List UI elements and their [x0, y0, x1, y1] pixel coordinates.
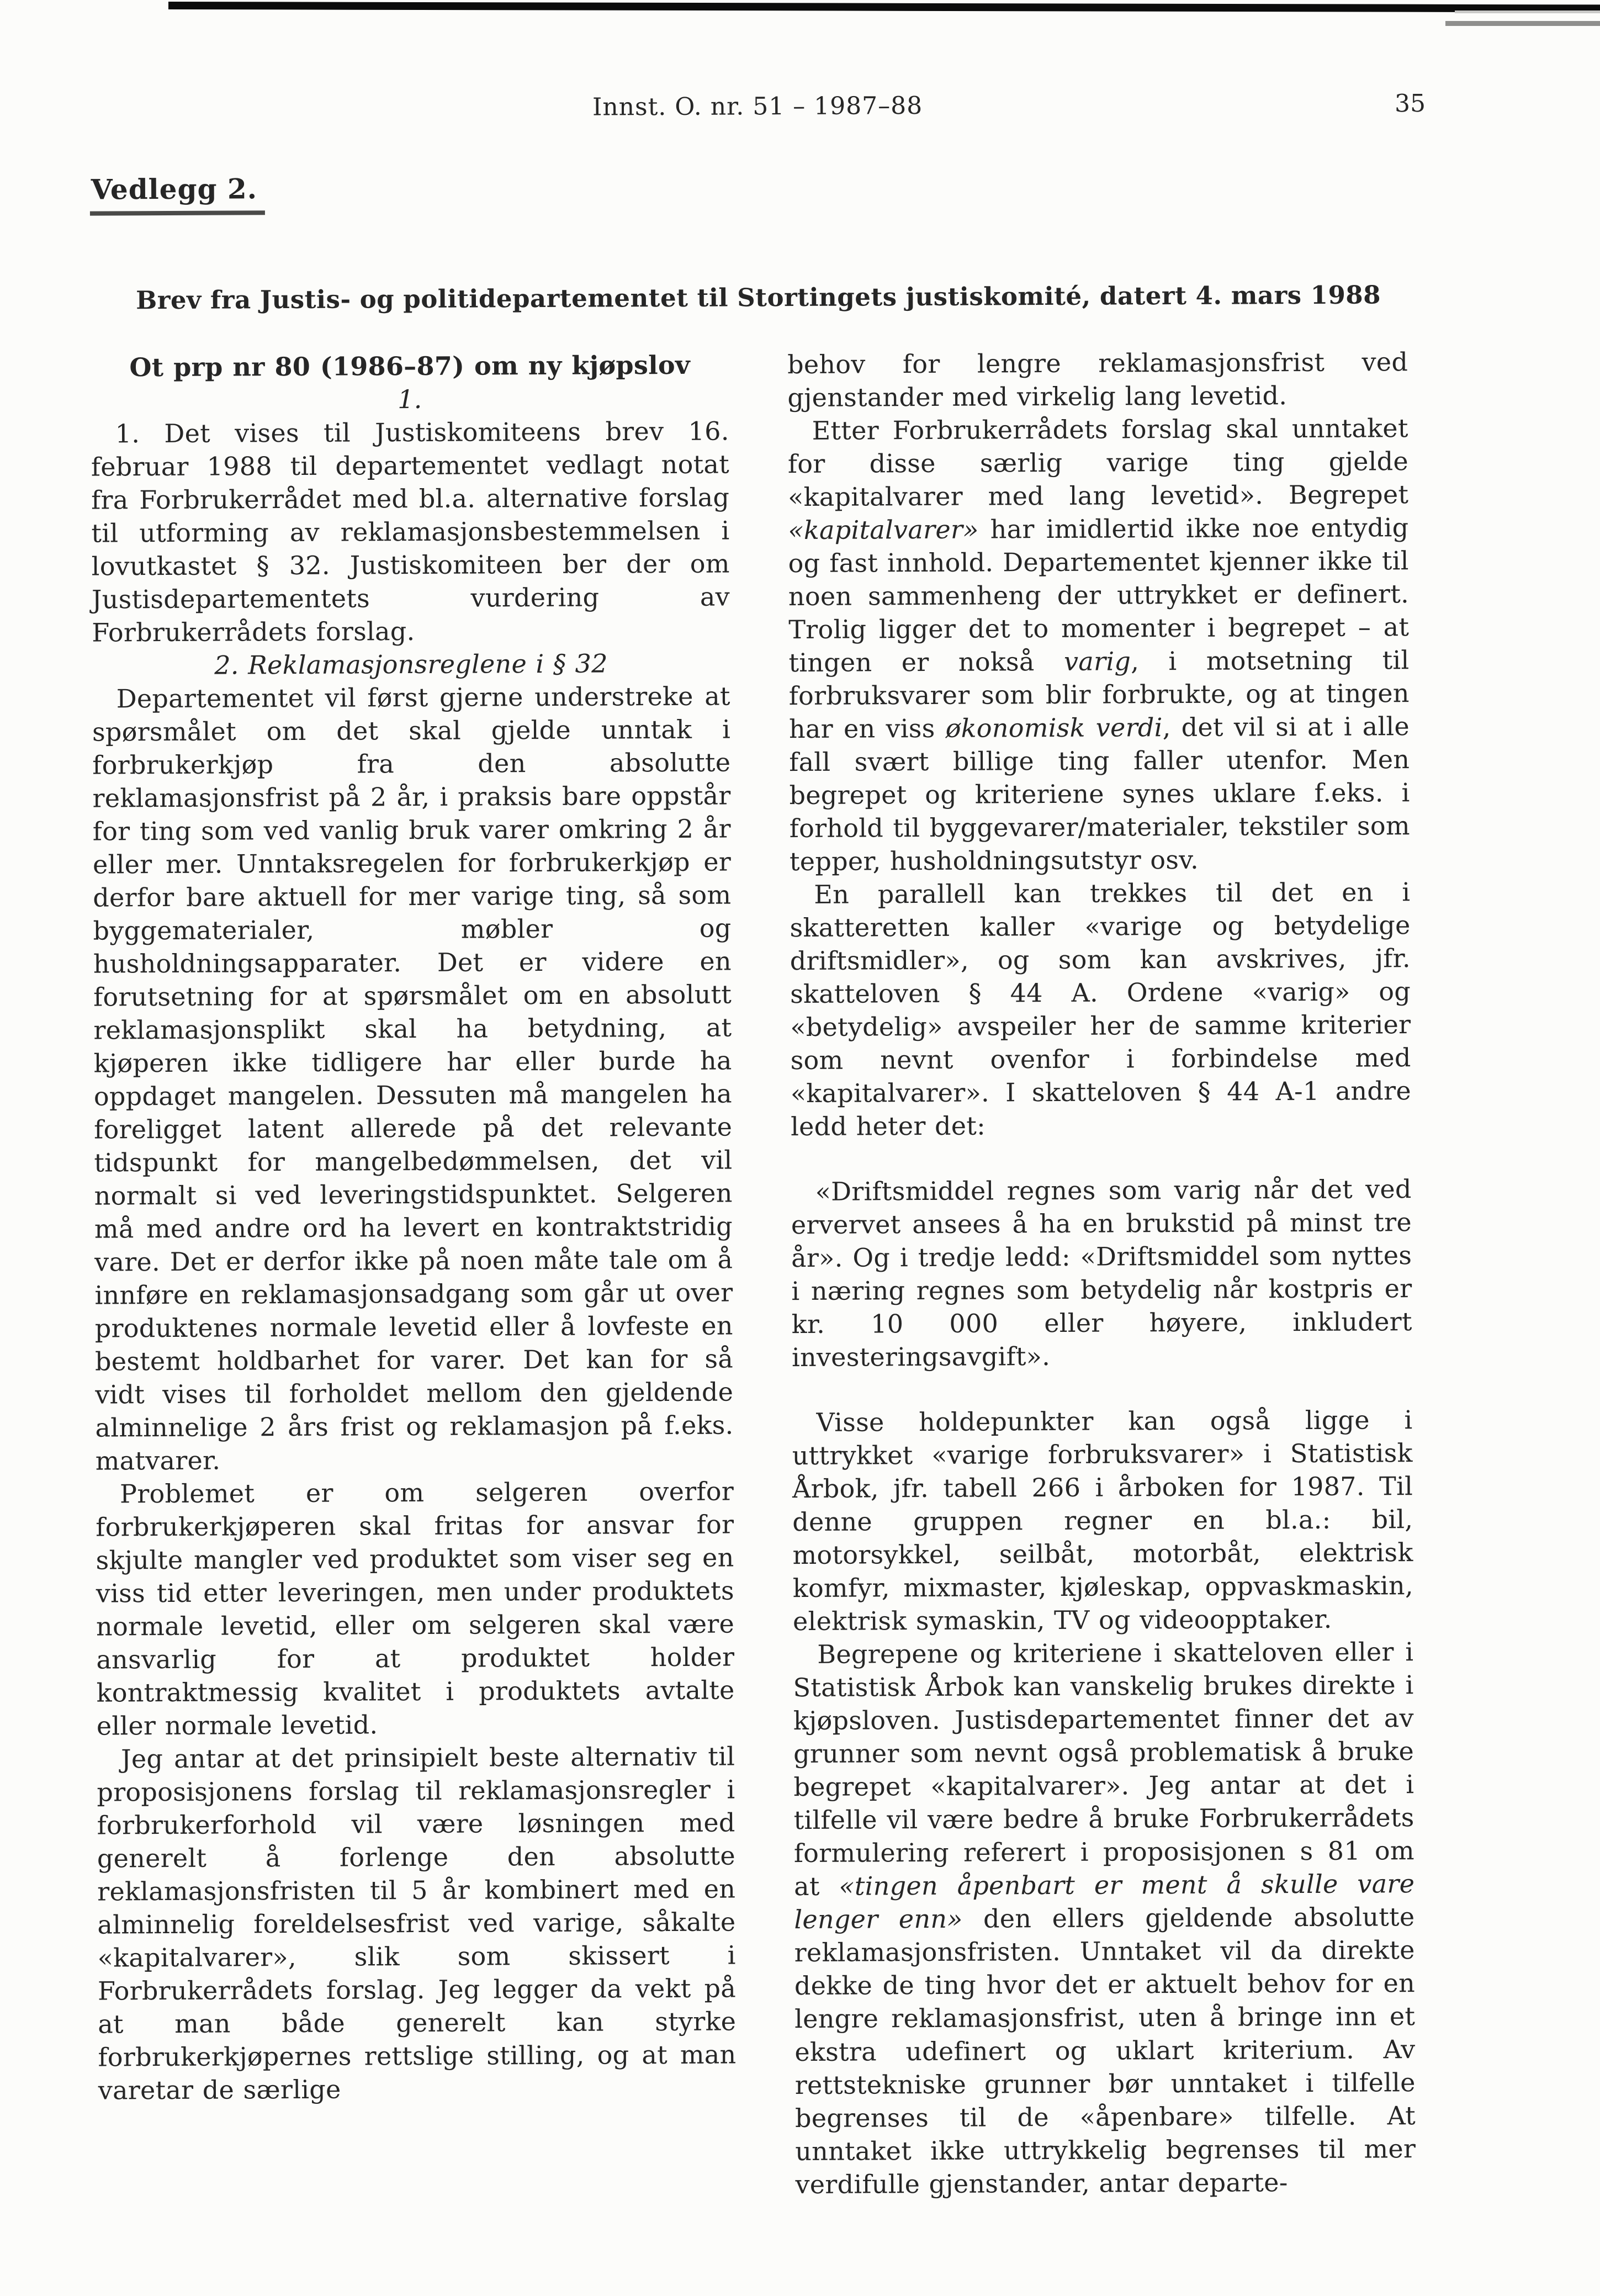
paragraph: 1. Det vises til Justiskomiteens brev 16. februar 1988 til departementet vedlagt notat fra Forbrukerrådet med bl.a. alternative forslag til utforming av reklamasjonsbestemmelsen i lovutkastet § 32. Justiskomiteen ber der om Justisdepartementets vurdering av Forbrukerrådets forslag.	[91, 416, 730, 648]
column-heading: Ot prp nr 80 (1986–87) om ny kjøpslov	[129, 350, 691, 383]
italic-text: økonomisk verdi	[945, 712, 1163, 743]
paragraph: Problemet er om selgeren overfor forbrukerkjøperen skal fritas for ansvar for skjulte mangler ved produktet som viser seg en viss tid etter leveringen, men under produktets normale levetid, eller om selgeren skal være ansvarlig for at produktet holder kontraktmessig kvalitet i produktets avtalte eller normale levetid.	[96, 1476, 735, 1741]
section-heading: 2. Reklamasjonsreglene i § 32	[214, 648, 608, 680]
section-number: 1.	[398, 384, 422, 415]
italic-text: «tingen åpenbart er ment å skulle vare lenger enn»	[794, 1869, 1415, 1935]
quote-paragraph: «Driftsmiddel regnes som varig når det ved ervervet ansees å ha en brukstid på minst tre år». Og i tredje ledd: «Driftsmiddel som nyttes i næring regnes som betydelig når kostpris er kr. 10 000 eller høyere, inkludert investeringsavgift».	[791, 1174, 1412, 1373]
italic-text: «kapitalvarer»	[788, 514, 979, 546]
paragraph: behov for lengre reklamasjonsfrist ved gjenstander med virkelig lang levetid.	[787, 347, 1408, 413]
paragraph: Jeg antar at det prinsipielt beste alternativ til proposisjonens forslag til reklamasjonsregler i forbrukerforhold vil være løsningen med generelt å forlenge den absolutte reklamasjonsfristen til 5 år kombinert med en alminnelig foreldelsesfrist ved varige, såkalte «kapitalvarer», slik som skissert i Forbrukerrådets forslag. Jeg legger da vekt på at man både generelt kan styrke forbrukerkjøpernes rettslige stilling, og at man varetar de særlige	[97, 1741, 737, 2105]
paragraph: Begrepene og kriteriene i skatteloven eller i Statistisk Årbok kan vanskelig brukes direkte i kjøpsloven. Justisdepartementet finner det av grunner som nevnt også problematisk å bruke begrepet «kapitalvarer». Jeg antar at det i tilfelle vil være bedre å bruke Forbrukerrådets formulering referert i proposisjonen s 81 om at «tingen åpenbart er ment å skulle vare lenger enn» den ellers gjeldende absolutte reklamasjonsfristen. Unntaket vil da direkte dekke de ting hvor det er aktuelt behov for en lengre reklamasjonsfrist, uten å bringe inn et ekstra udefinert og uklart kriterium. Av rettstekniske grunner bør unntaket i tilfelle begrenses til de «åpenbare» tilfelle. At unntaket ikke uttrykkelig begrenses til mer verdifulle gjenstander, antar departe-	[793, 1637, 1416, 2200]
page-number: 35	[1394, 89, 1426, 118]
right-column	[787, 345, 1416, 2201]
document-title: Innst. O. nr. 51 – 1987–88	[592, 92, 923, 121]
paragraph: En parallell kan trekkes til det en i skatteretten kaller «varige og betydelige driftsmidler», og som kan avskrives, jfr. skatteloven § 44 A. Ordene «varig» og «betydelig» avspeiler her de samme kriterier som nevnt ovenfor i forbindelse med «kapitalvarer». I skatteloven § 44 A-1 andre ledd heter det:	[790, 877, 1412, 1142]
italic-text: varig	[1063, 646, 1131, 676]
letter-title: Brev fra Justis- og politidepartementet til Stortingets justiskomité, datert 4. mars 1988	[136, 280, 1381, 315]
paragraph: Departementet vil først gjerne understreke at spørsmålet om det skal gjelde unntak i forbrukerkjøp fra den absolutte reklamasjonsfrist på 2 år, i praksis bare oppstår for ting som ved vanlig bruk varer omkring 2 år eller mer. Unntaksregelen for forbrukerkjøp er derfor bare aktuell for mer varige ting, så som byggematerialer, møbler og husholdningsapparater. Det er videre en forutsetning for at spørsmålet om en absolutt reklamasjonsplikt skal ha betydning, at kjøperen ikke tidligere har eller burde ha oppdaget mangelen. Dessuten må mangelen ha foreligget latent allerede på det relevante tidspunkt for mangelbedømmelsen, det vil normalt si ved leveringstidspunktet. Selgeren må med andre ord ha levert en kontraktstridig vare. Det er derfor ikke på noen måte tale om å innføre en reklamasjonsadgang som går ut over produktenes normale levetid eller å lovfeste en bestemt holdbarhet for varer. Det kan for så vidt vises til forholdet mellom den gjeldende alminnelige 2 års frist og reklamasjon på f.eks. matvarer.	[92, 681, 734, 1476]
left-column	[91, 348, 737, 2107]
paragraph: Visse holdepunkter kan også ligge i uttrykket «varige forbruksvarer» i Statistisk Årbok, jfr. tabell 266 i årboken for 1987. Til denne gruppen regner en bl.a.: bil, motorsykkel, seilbåt, motorbåt, elektrisk komfyr, mixmaster, kjøleskap, oppvaskmaskin, elektrisk symaskin, TV og videoopptaker.	[792, 1405, 1413, 1637]
page-header	[89, 89, 1426, 125]
paragraph: Etter Forbrukerrådets forslag skal unntaket for disse særlig varige ting gjelde «kapitalvarer med lang levetid». Begrepet «kapitalvarer» har imidlertid ikke noe entydig og fast innhold. Departementet kjenner ikke til noen sammenheng der uttrykket er definert. Trolig ligger det to momenter i begrepet – at tingen er nokså varig, i motsetning til forbruksvarer som blir forbrukte, og at tingen har en viss økonomisk verdi, det vil si at i alle fall svært billige ting faller utenfor. Men begrepet og kriteriene synes uklare f.eks. i forhold til byggevarer/materialer, tekstiler som tepper, husholdningsutstyr osv.	[787, 413, 1410, 877]
attachment-label: Vedlegg 2.	[90, 172, 266, 215]
